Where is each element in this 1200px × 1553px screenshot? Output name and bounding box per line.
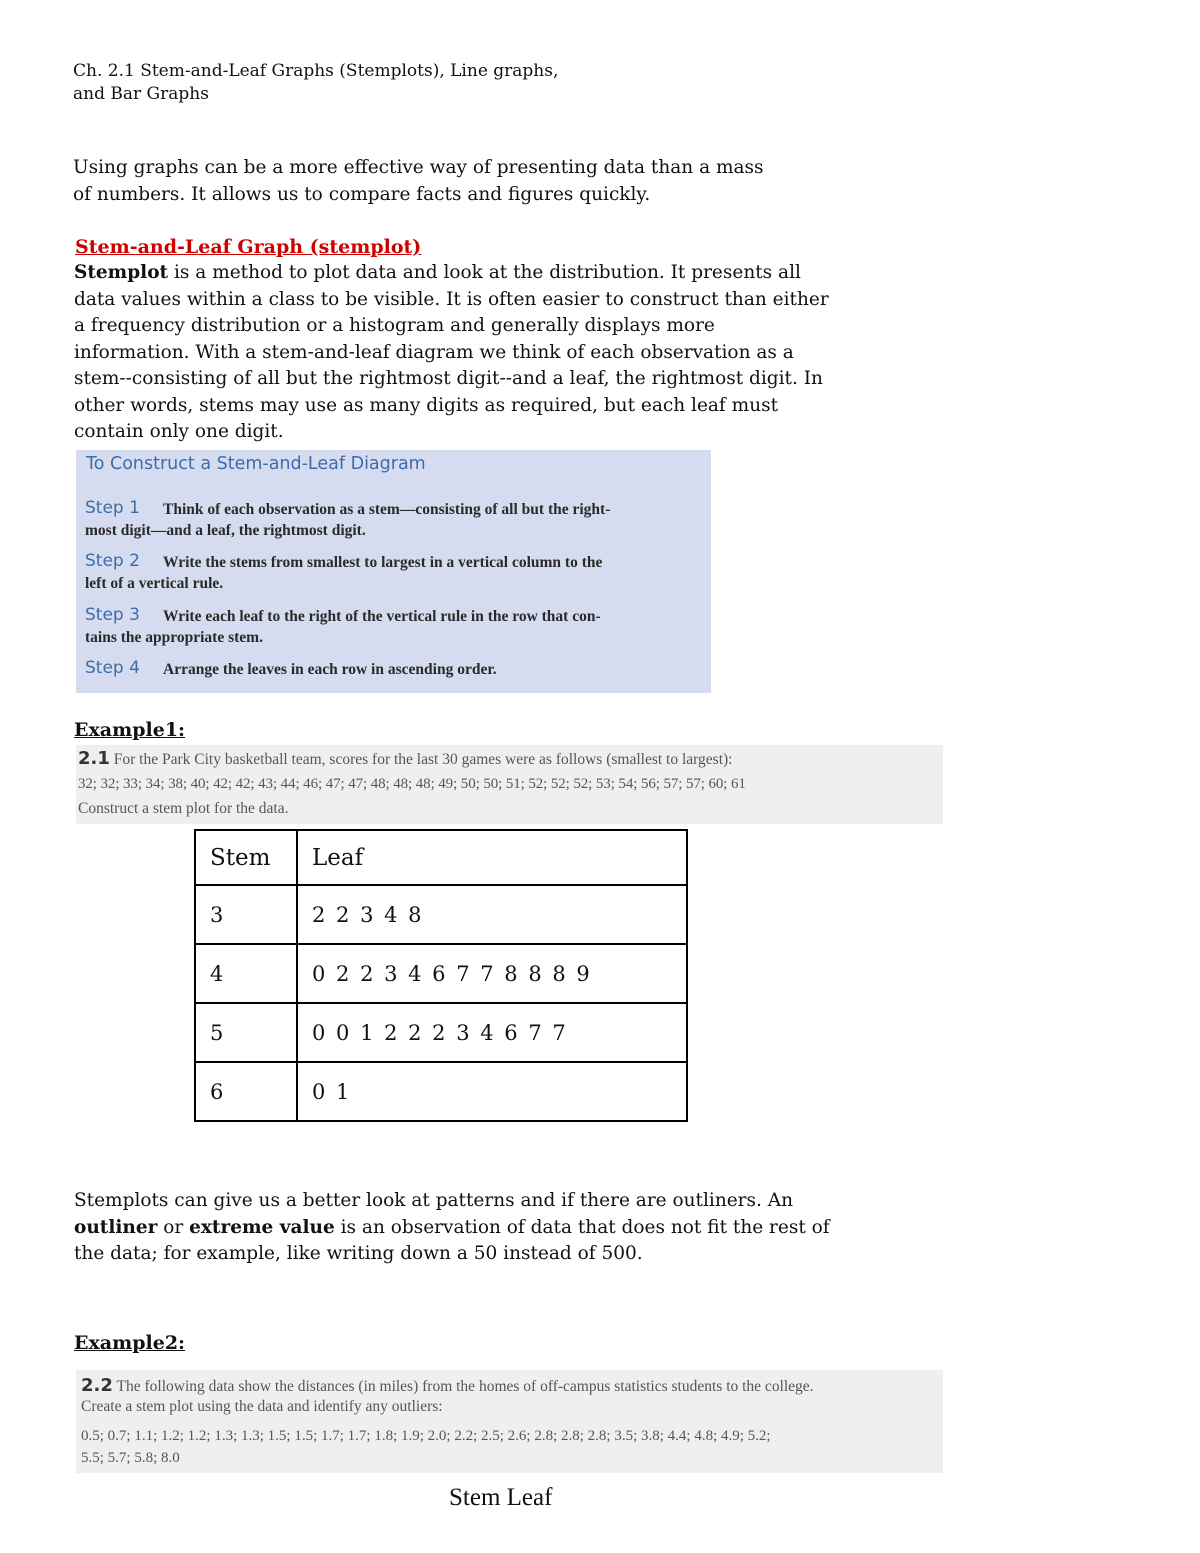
step-label: Step 3 bbox=[85, 605, 140, 625]
example2-instruction: Create a stem plot using the data and identify any outliers: bbox=[81, 1398, 443, 1415]
step-text-line: Write each leaf to the right of the vertical rule in the row that con- bbox=[163, 608, 601, 625]
term-stemplot: Stemplot bbox=[74, 262, 169, 283]
stem-leaf-table bbox=[194, 829, 688, 1122]
step-text-line: Write the stems from smallest to largest in a vertical column to the bbox=[163, 554, 603, 571]
step-text bbox=[163, 659, 708, 680]
leaf-cell: 0 0 1 2 2 2 3 4 6 7 7 bbox=[297, 1003, 687, 1062]
problem-number: 2.1 bbox=[78, 748, 110, 769]
example1-question-line bbox=[78, 748, 732, 769]
stemplot-definition bbox=[74, 260, 829, 446]
example1-heading: Example1: bbox=[74, 719, 186, 741]
title-line-1: Ch. 2.1 Stem-and-Leaf Graphs (Stemplots), Line graphs, bbox=[73, 61, 559, 81]
leaf-cell: 2 2 3 4 8 bbox=[297, 885, 687, 944]
example2-heading: Example2: bbox=[74, 1332, 186, 1354]
table-row bbox=[195, 1062, 687, 1121]
outlier-paragraph bbox=[74, 1188, 830, 1268]
example2-problem-box bbox=[76, 1370, 943, 1473]
table-row bbox=[195, 885, 687, 944]
outlier-line bbox=[74, 1215, 830, 1242]
example1-instruction: Construct a stem plot for the data. bbox=[78, 800, 289, 817]
definition-line bbox=[74, 260, 829, 287]
term-extreme-value: extreme value bbox=[189, 1216, 335, 1238]
step-text-line: Think of each observation as a stem—consisting of all but the right- bbox=[163, 501, 611, 518]
document-title bbox=[73, 60, 558, 106]
intro-line: of numbers. It allows us to compare facts and figures quickly. bbox=[73, 183, 651, 205]
stem-cell: 3 bbox=[195, 885, 297, 944]
table-row bbox=[195, 1003, 687, 1062]
step-text-line: tains the appropriate stem. bbox=[85, 629, 263, 646]
table-row bbox=[195, 944, 687, 1003]
example1-data: 32; 32; 33; 34; 38; 40; 42; 42; 43; 44; 46; 47; 47; 48; 48; 48; 49; 50; 50; 51; 52; 52; 52; 53; 54; 56; 57; 57; 60; 61 bbox=[78, 776, 746, 792]
problem-number: 2.2 bbox=[81, 1375, 113, 1396]
intro-paragraph bbox=[73, 155, 764, 208]
problem-question: The following data show the distances (in miles) from the homes of off-campus statistics students to the college. bbox=[116, 1378, 814, 1395]
example2-data-line: 0.5; 0.7; 1.1; 1.2; 1.2; 1.3; 1.3; 1.5; 1.5; 1.7; 1.7; 1.8; 1.9; 2.0; 2.2; 2.5; 2.6; 2.8; 2.8; 2.8; 3.5; 3.8; 4.4; 4.8; 4.9; 5.2; bbox=[81, 1428, 771, 1444]
definition-line: other words, stems may use as many digits as required, but each leaf must bbox=[74, 394, 779, 416]
outlier-line: Stemplots can give us a better look at patterns and if there are outliners. An bbox=[74, 1190, 794, 1211]
outlier-text: is an observation of data that does not fit the rest of bbox=[334, 1216, 830, 1238]
header-leaf: Leaf bbox=[297, 830, 687, 885]
section-heading: Stem-and-Leaf Graph (stemplot) bbox=[75, 236, 422, 258]
example2-data-line: 5.5; 5.7; 5.8; 8.0 bbox=[81, 1450, 180, 1466]
definition-line: information. With a stem-and-leaf diagram we think of each observation as a bbox=[74, 341, 794, 363]
definition-line: contain only one digit. bbox=[74, 421, 284, 442]
definition-text: is a method to plot data and look at the distribution. It presents all bbox=[168, 262, 801, 283]
construct-steps-box bbox=[76, 450, 711, 693]
problem-question: For the Park City basketball team, scores for the last 30 games were as follows (smallest to largest): bbox=[113, 751, 733, 768]
step-label: Step 1 bbox=[85, 498, 140, 518]
example1-problem-box bbox=[76, 745, 943, 824]
step-label: Step 4 bbox=[85, 658, 140, 678]
step-text-line: left of a vertical rule. bbox=[85, 575, 224, 592]
example2-question-line bbox=[81, 1375, 814, 1396]
step-text-line: Arrange the leaves in each row in ascending order. bbox=[163, 661, 497, 678]
definition-line: data values within a class to be visible. It is often easier to construct than either bbox=[74, 288, 829, 310]
term-outliner: outliner bbox=[74, 1216, 158, 1238]
definition-line: stem--consisting of all but the rightmost digit--and a leaf, the rightmost digit. In bbox=[74, 368, 823, 389]
definition-line: a frequency distribution or a histogram and generally displays more bbox=[74, 315, 715, 336]
connector-text: or bbox=[157, 1216, 190, 1238]
box-title: To Construct a Stem-and-Leaf Diagram bbox=[86, 454, 426, 474]
outlier-line: the data; for example, like writing down a 50 instead of 500. bbox=[74, 1243, 643, 1264]
header-stem: Stem bbox=[195, 830, 297, 885]
stem-leaf-label: Stem Leaf bbox=[449, 1484, 553, 1511]
table-header-row bbox=[195, 830, 687, 885]
leaf-cell: 0 2 2 3 4 6 7 7 8 8 8 9 bbox=[297, 944, 687, 1003]
stem-cell: 4 bbox=[195, 944, 297, 1003]
step-label: Step 2 bbox=[85, 551, 140, 571]
stem-cell: 5 bbox=[195, 1003, 297, 1062]
leaf-cell: 0 1 bbox=[297, 1062, 687, 1121]
title-line-2: and Bar Graphs bbox=[73, 84, 209, 104]
intro-line: Using graphs can be a more effective way of presenting data than a mass bbox=[73, 157, 764, 178]
step-text-line: most digit—and a leaf, the rightmost digit. bbox=[85, 522, 366, 539]
stem-cell: 6 bbox=[195, 1062, 297, 1121]
